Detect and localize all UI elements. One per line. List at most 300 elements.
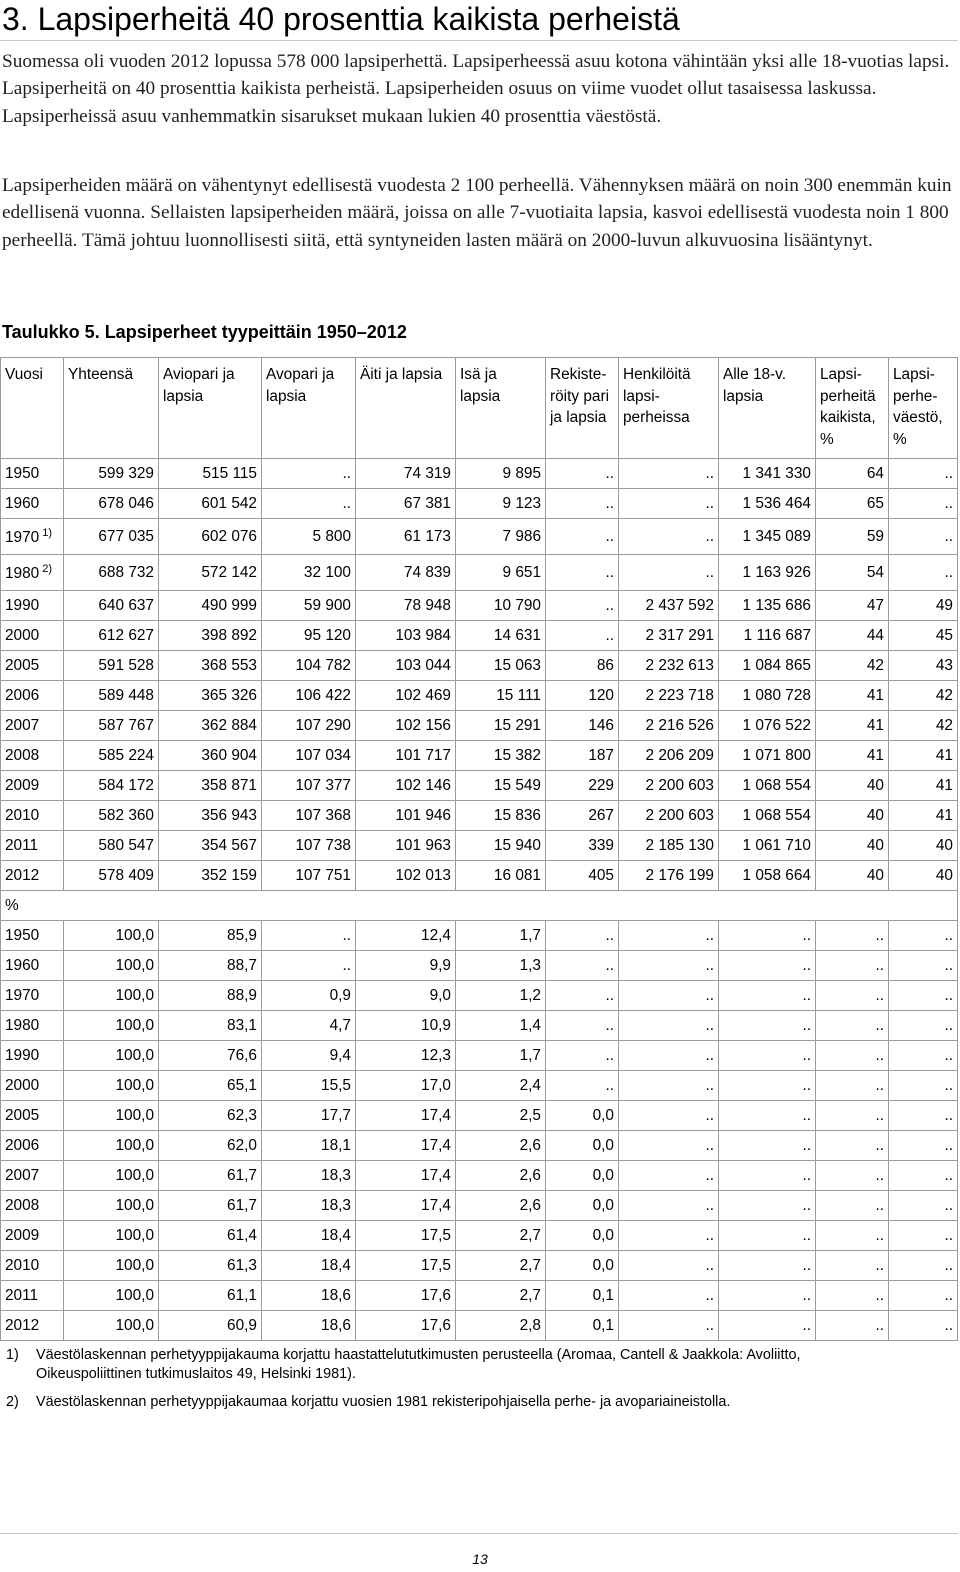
table-cell: .. — [719, 951, 816, 981]
year-label: 2010 — [5, 806, 40, 824]
table-cell: 62,3 — [159, 1101, 262, 1131]
table-cell: 107 290 — [262, 711, 356, 741]
table-cell: .. — [619, 1191, 719, 1221]
table-cell: 2 223 718 — [619, 681, 719, 711]
table-cell: 1 116 687 — [719, 621, 816, 651]
table-cell: .. — [619, 1311, 719, 1341]
table-cell: 0,9 — [262, 981, 356, 1011]
table-cell: 49 — [889, 591, 958, 621]
table-cell: 100,0 — [64, 1011, 159, 1041]
table-cell: .. — [619, 1011, 719, 1041]
table-row — [1, 621, 958, 651]
year-cell — [1, 831, 64, 861]
table-cell: 107 751 — [262, 861, 356, 891]
year-cell — [1, 861, 64, 891]
table-cell: 76,6 — [159, 1041, 262, 1071]
table-cell: .. — [619, 1221, 719, 1251]
table-cell: .. — [816, 1191, 889, 1221]
table-cell: 360 904 — [159, 741, 262, 771]
table-cell: 601 542 — [159, 489, 262, 519]
table-cell: 591 528 — [64, 651, 159, 681]
table-cell: 2,4 — [456, 1071, 546, 1101]
year-label: 1960 — [5, 494, 40, 512]
table-cell: .. — [546, 591, 619, 621]
table-cell: 0,0 — [546, 1161, 619, 1191]
table-cell: 107 377 — [262, 771, 356, 801]
table-cell: 17,0 — [356, 1071, 456, 1101]
table-cell: 61,4 — [159, 1221, 262, 1251]
year-label: 1990 — [5, 596, 40, 614]
table-cell: 5 800 — [262, 519, 356, 555]
empty-cell — [619, 891, 719, 921]
table-cell: 61 173 — [356, 519, 456, 555]
table-cell: 61,7 — [159, 1161, 262, 1191]
year-label: 2006 — [5, 686, 40, 704]
column-header: Henkilöitä lapsi-perheissa — [619, 358, 719, 459]
table-cell: 229 — [546, 771, 619, 801]
table-cell: .. — [719, 1191, 816, 1221]
table-row — [1, 1221, 958, 1251]
table-cell: 40 — [816, 771, 889, 801]
table-cell: .. — [719, 1251, 816, 1281]
table-cell: .. — [816, 1251, 889, 1281]
year-cell — [1, 489, 64, 519]
year-cell — [1, 741, 64, 771]
table-cell: 17,4 — [356, 1131, 456, 1161]
year-label: 1980 — [5, 564, 40, 582]
table-cell: 18,4 — [262, 1251, 356, 1281]
table-cell: 67 381 — [356, 489, 456, 519]
table-cell: 2 206 209 — [619, 741, 719, 771]
table-cell: 582 360 — [64, 801, 159, 831]
year-label: 2007 — [5, 716, 40, 734]
table-cell: 107 738 — [262, 831, 356, 861]
table-cell: 678 046 — [64, 489, 159, 519]
table-cell: 1,2 — [456, 981, 546, 1011]
table-cell: 585 224 — [64, 741, 159, 771]
table-cell: .. — [889, 1281, 958, 1311]
year-cell: 2006 — [1, 1131, 64, 1161]
table-row — [1, 1161, 958, 1191]
table-cell: 61,1 — [159, 1281, 262, 1311]
table-cell: .. — [262, 921, 356, 951]
table-cell: 578 409 — [64, 861, 159, 891]
year-cell: 2005 — [1, 1101, 64, 1131]
empty-cell — [719, 891, 816, 921]
table-cell: .. — [889, 555, 958, 591]
column-header: Lapsi-perhe-väestö, % — [889, 358, 958, 459]
empty-cell — [356, 891, 456, 921]
table-cell: 14 631 — [456, 621, 546, 651]
table-cell: .. — [889, 921, 958, 951]
table-cell: 15 549 — [456, 771, 546, 801]
year-cell — [1, 801, 64, 831]
table-cell: .. — [619, 981, 719, 1011]
footnote-marker: 2) — [6, 1394, 19, 1410]
table-cell: 10,9 — [356, 1011, 456, 1041]
table-cell: .. — [719, 1131, 816, 1161]
table-cell: 61,3 — [159, 1251, 262, 1281]
table-cell: 587 767 — [64, 711, 159, 741]
year-cell: 2000 — [1, 1071, 64, 1101]
table-cell: 1 084 865 — [719, 651, 816, 681]
column-header: Yhteensä — [64, 358, 159, 459]
table-cell: .. — [816, 951, 889, 981]
year-cell: 2007 — [1, 1161, 64, 1191]
column-header: Alle 18-v. lapsia — [719, 358, 816, 459]
table-cell: 1 068 554 — [719, 801, 816, 831]
table-cell: 2,6 — [456, 1191, 546, 1221]
footnote-1 — [6, 1346, 946, 1384]
table-cell: 17,6 — [356, 1311, 456, 1341]
table-cell: .. — [889, 459, 958, 489]
table-cell: 15 291 — [456, 711, 546, 741]
table-cell: 339 — [546, 831, 619, 861]
table-cell: 267 — [546, 801, 619, 831]
table-cell: 12,4 — [356, 921, 456, 951]
table-row — [1, 981, 958, 1011]
table-cell: 41 — [889, 741, 958, 771]
year-label: 1950 — [5, 464, 40, 482]
table-cell: 1,7 — [456, 1041, 546, 1071]
table-cell: 356 943 — [159, 801, 262, 831]
table-cell: 1 536 464 — [719, 489, 816, 519]
year-cell — [1, 651, 64, 681]
table-body — [1, 459, 958, 1341]
table-cell: 106 422 — [262, 681, 356, 711]
table-cell: 41 — [816, 681, 889, 711]
table-cell: .. — [619, 951, 719, 981]
table-cell: 2,8 — [456, 1311, 546, 1341]
table-cell: 59 900 — [262, 591, 356, 621]
table-cell: 0,0 — [546, 1251, 619, 1281]
table-cell: 0,0 — [546, 1101, 619, 1131]
table-cell: 100,0 — [64, 1311, 159, 1341]
table-cell: 40 — [889, 861, 958, 891]
table-cell: .. — [889, 1041, 958, 1071]
table-cell: .. — [619, 1071, 719, 1101]
table-cell: .. — [889, 1221, 958, 1251]
year-cell: 2008 — [1, 1191, 64, 1221]
empty-cell — [262, 891, 356, 921]
table-cell: 1 061 710 — [719, 831, 816, 861]
table-cell: 85,9 — [159, 921, 262, 951]
table-cell: .. — [619, 1041, 719, 1071]
table-cell: 2 176 199 — [619, 861, 719, 891]
table-cell: .. — [546, 519, 619, 555]
family-types-table — [0, 357, 958, 1341]
year-cell — [1, 621, 64, 651]
table-cell: 2 200 603 — [619, 771, 719, 801]
footnote-text: Väestölaskennan perhetyyppijakauma korjattu haastattelututkimusten perusteella (Aromaa, Cantell & Jaakkola: Avoliitto, — [36, 1347, 801, 1363]
table-row — [1, 519, 958, 555]
table-cell: 100,0 — [64, 1221, 159, 1251]
table-cell: 103 044 — [356, 651, 456, 681]
table-cell: .. — [719, 1071, 816, 1101]
table-cell: 2,6 — [456, 1131, 546, 1161]
table-cell: .. — [816, 921, 889, 951]
table-cell: 17,6 — [356, 1281, 456, 1311]
table-cell: 2 232 613 — [619, 651, 719, 681]
table-cell: 65,1 — [159, 1071, 262, 1101]
column-header: Avopari ja lapsia — [262, 358, 356, 459]
table-cell: 398 892 — [159, 621, 262, 651]
table-cell: 88,7 — [159, 951, 262, 981]
table-cell: 1 071 800 — [719, 741, 816, 771]
table-cell: 102 469 — [356, 681, 456, 711]
table-row — [1, 489, 958, 519]
table-row — [1, 1191, 958, 1221]
empty-cell — [456, 891, 546, 921]
table-cell: 45 — [889, 621, 958, 651]
table-cell: .. — [546, 459, 619, 489]
table-cell: 78 948 — [356, 591, 456, 621]
table-cell: .. — [546, 1011, 619, 1041]
table-cell: 2,7 — [456, 1221, 546, 1251]
table-cell: 74 839 — [356, 555, 456, 591]
table-cell: .. — [546, 555, 619, 591]
table-cell: 32 100 — [262, 555, 356, 591]
table-cell: 362 884 — [159, 711, 262, 741]
table-cell: .. — [719, 981, 816, 1011]
table-cell: 102 013 — [356, 861, 456, 891]
column-header: Äiti ja lapsia — [356, 358, 456, 459]
table-cell: .. — [889, 1101, 958, 1131]
year-label: 2000 — [5, 626, 40, 644]
table-cell: 0,0 — [546, 1131, 619, 1161]
table-cell: .. — [546, 981, 619, 1011]
column-header: Vuosi — [1, 358, 64, 459]
table-cell: 17,5 — [356, 1221, 456, 1251]
table-cell: 1 163 926 — [719, 555, 816, 591]
table-cell: 101 717 — [356, 741, 456, 771]
footer-divider — [0, 1533, 958, 1534]
year-cell — [1, 591, 64, 621]
table-cell: .. — [889, 1011, 958, 1041]
table-cell: 1 345 089 — [719, 519, 816, 555]
table-cell: 2 437 592 — [619, 591, 719, 621]
year-cell: 2009 — [1, 1221, 64, 1251]
table-cell: .. — [889, 1161, 958, 1191]
table-cell: .. — [619, 921, 719, 951]
table-cell: .. — [816, 1221, 889, 1251]
percent-section-label: % — [1, 891, 64, 921]
footnote-marker: 1) — [6, 1347, 19, 1363]
table-cell: 9 651 — [456, 555, 546, 591]
footnote-text: Väestölaskennan perhetyyppijakaumaa korjattu vuosien 1981 rekisteripohjaisella perhe- ja avopariaineistolla. — [36, 1394, 731, 1410]
table-cell: .. — [816, 1011, 889, 1041]
table-cell: 17,4 — [356, 1101, 456, 1131]
table-cell: .. — [619, 519, 719, 555]
table-row — [1, 591, 958, 621]
table-cell: 100,0 — [64, 1161, 159, 1191]
table-cell: .. — [546, 1071, 619, 1101]
table-cell: 42 — [816, 651, 889, 681]
table-cell: 640 637 — [64, 591, 159, 621]
table-cell: 9 123 — [456, 489, 546, 519]
year-cell — [1, 519, 64, 555]
table-cell: 9,4 — [262, 1041, 356, 1071]
table-row — [1, 1131, 958, 1161]
table-cell: .. — [889, 1311, 958, 1341]
year-label: 1970 — [5, 528, 40, 546]
table-cell: 365 326 — [159, 681, 262, 711]
table-cell: .. — [546, 621, 619, 651]
table-cell: 15 382 — [456, 741, 546, 771]
table-row — [1, 831, 958, 861]
year-cell: 2010 — [1, 1251, 64, 1281]
footnote-reference: 2) — [42, 562, 53, 575]
page-number: 13 — [472, 1551, 488, 1567]
footnote-text-continued: Oikeuspoliittinen tutkimuslaitos 49, Helsinki 1981). — [36, 1366, 356, 1382]
table-cell: 61,7 — [159, 1191, 262, 1221]
table-cell: 74 319 — [356, 459, 456, 489]
table-cell: 64 — [816, 459, 889, 489]
table-cell: .. — [719, 921, 816, 951]
table-row — [1, 861, 958, 891]
year-cell — [1, 711, 64, 741]
table-row — [1, 1071, 958, 1101]
table-cell: 107 034 — [262, 741, 356, 771]
empty-cell — [64, 891, 159, 921]
table-cell: 2 317 291 — [619, 621, 719, 651]
table-cell: 12,3 — [356, 1041, 456, 1071]
table-cell: 17,4 — [356, 1161, 456, 1191]
table-row — [1, 1011, 958, 1041]
table-row — [1, 555, 958, 591]
table-cell: 2,7 — [456, 1251, 546, 1281]
year-cell: 1950 — [1, 921, 64, 951]
table-row — [1, 951, 958, 981]
table-cell: 102 146 — [356, 771, 456, 801]
table-header-row — [1, 358, 958, 459]
table-row — [1, 1041, 958, 1071]
table-cell: 17,4 — [356, 1191, 456, 1221]
year-label: 2011 — [5, 836, 39, 854]
table-cell: .. — [889, 1191, 958, 1221]
table-cell: 187 — [546, 741, 619, 771]
table-cell: 107 368 — [262, 801, 356, 831]
table-cell: 100,0 — [64, 1071, 159, 1101]
table-cell: 65 — [816, 489, 889, 519]
table-cell: 103 984 — [356, 621, 456, 651]
table-cell: 1,3 — [456, 951, 546, 981]
table-cell: 2,7 — [456, 1281, 546, 1311]
table-cell: .. — [816, 1161, 889, 1191]
table-cell: 688 732 — [64, 555, 159, 591]
column-header: Lapsi-perheitä kaikista, % — [816, 358, 889, 459]
table-cell: 44 — [816, 621, 889, 651]
table-cell: 599 329 — [64, 459, 159, 489]
table-cell: .. — [262, 459, 356, 489]
table-cell: 0,0 — [546, 1221, 619, 1251]
table-cell: 18,6 — [262, 1281, 356, 1311]
table-cell: .. — [619, 489, 719, 519]
footnote-reference: 1) — [42, 526, 53, 539]
table-cell: .. — [816, 1041, 889, 1071]
table-cell: 354 567 — [159, 831, 262, 861]
table-cell: 18,3 — [262, 1191, 356, 1221]
table-cell: 100,0 — [64, 1251, 159, 1281]
table-cell: 677 035 — [64, 519, 159, 555]
table-row — [1, 1281, 958, 1311]
table-cell: 83,1 — [159, 1011, 262, 1041]
table-cell: .. — [719, 1101, 816, 1131]
table-cell: .. — [889, 981, 958, 1011]
year-label: 2005 — [5, 656, 40, 674]
table-cell: 18,1 — [262, 1131, 356, 1161]
change-paragraph: Lapsiperheiden määrä on vähentynyt edellisestä vuodesta 2 100 perheellä. Vähennyksen määrä on noin 300 enemmän kuin edellisenä vuonna. Sellaisten lapsiperheiden määrä, joissa on alle 7-vuotiaita lapsia, kasvoi edellisestä vuodesta noin 1 800 perheellä. Tämä johtuu luonnollisesti siitä, että syntyneiden lasten määrä on 2000-luvun alkuvuosina lisääntynyt. — [2, 175, 952, 251]
table-cell: .. — [619, 1101, 719, 1131]
year-cell: 1970 — [1, 981, 64, 1011]
table-cell: 4,7 — [262, 1011, 356, 1041]
table-cell: .. — [719, 1221, 816, 1251]
table-cell: 9,9 — [356, 951, 456, 981]
table-cell: 41 — [816, 741, 889, 771]
table-row — [1, 1101, 958, 1131]
table-cell: .. — [719, 1011, 816, 1041]
year-cell — [1, 459, 64, 489]
table-cell: 515 115 — [159, 459, 262, 489]
table-cell: .. — [889, 1131, 958, 1161]
table-cell: 2 200 603 — [619, 801, 719, 831]
column-header: Rekiste-röity pari ja lapsia — [546, 358, 619, 459]
year-cell — [1, 681, 64, 711]
table-cell: 59 — [816, 519, 889, 555]
table-cell: 120 — [546, 681, 619, 711]
table-cell: 86 — [546, 651, 619, 681]
table-cell: 7 986 — [456, 519, 546, 555]
table-cell: 100,0 — [64, 921, 159, 951]
table-row — [1, 711, 958, 741]
table-cell: 95 120 — [262, 621, 356, 651]
empty-cell — [889, 891, 958, 921]
table-cell: 104 782 — [262, 651, 356, 681]
year-cell — [1, 555, 64, 591]
table-cell: 100,0 — [64, 951, 159, 981]
table-cell: 1 135 686 — [719, 591, 816, 621]
table-cell: 1 068 554 — [719, 771, 816, 801]
table-cell: 0,0 — [546, 1191, 619, 1221]
table-title: Taulukko 5. Lapsiperheet tyypeittäin 1950–2012 — [2, 322, 407, 342]
table-cell: .. — [816, 1101, 889, 1131]
table-cell: 88,9 — [159, 981, 262, 1011]
table-cell: 10 790 — [456, 591, 546, 621]
table-row — [1, 1251, 958, 1281]
table-cell: 101 963 — [356, 831, 456, 861]
year-cell: 2011 — [1, 1281, 64, 1311]
table-cell: .. — [546, 1041, 619, 1071]
table-row — [1, 771, 958, 801]
table-cell: 15 940 — [456, 831, 546, 861]
table-cell: 17,5 — [356, 1251, 456, 1281]
year-cell — [1, 771, 64, 801]
table-cell: .. — [889, 1251, 958, 1281]
year-cell: 1960 — [1, 951, 64, 981]
table-cell: 102 156 — [356, 711, 456, 741]
table-cell: 580 547 — [64, 831, 159, 861]
table-cell: .. — [546, 489, 619, 519]
table-cell: 100,0 — [64, 1101, 159, 1131]
table-cell: 612 627 — [64, 621, 159, 651]
table-cell: .. — [816, 1281, 889, 1311]
table-cell: .. — [719, 1311, 816, 1341]
table-cell: 42 — [889, 711, 958, 741]
empty-cell — [816, 891, 889, 921]
table-cell: 1 058 664 — [719, 861, 816, 891]
table-cell: 9,0 — [356, 981, 456, 1011]
table-cell: 572 142 — [159, 555, 262, 591]
